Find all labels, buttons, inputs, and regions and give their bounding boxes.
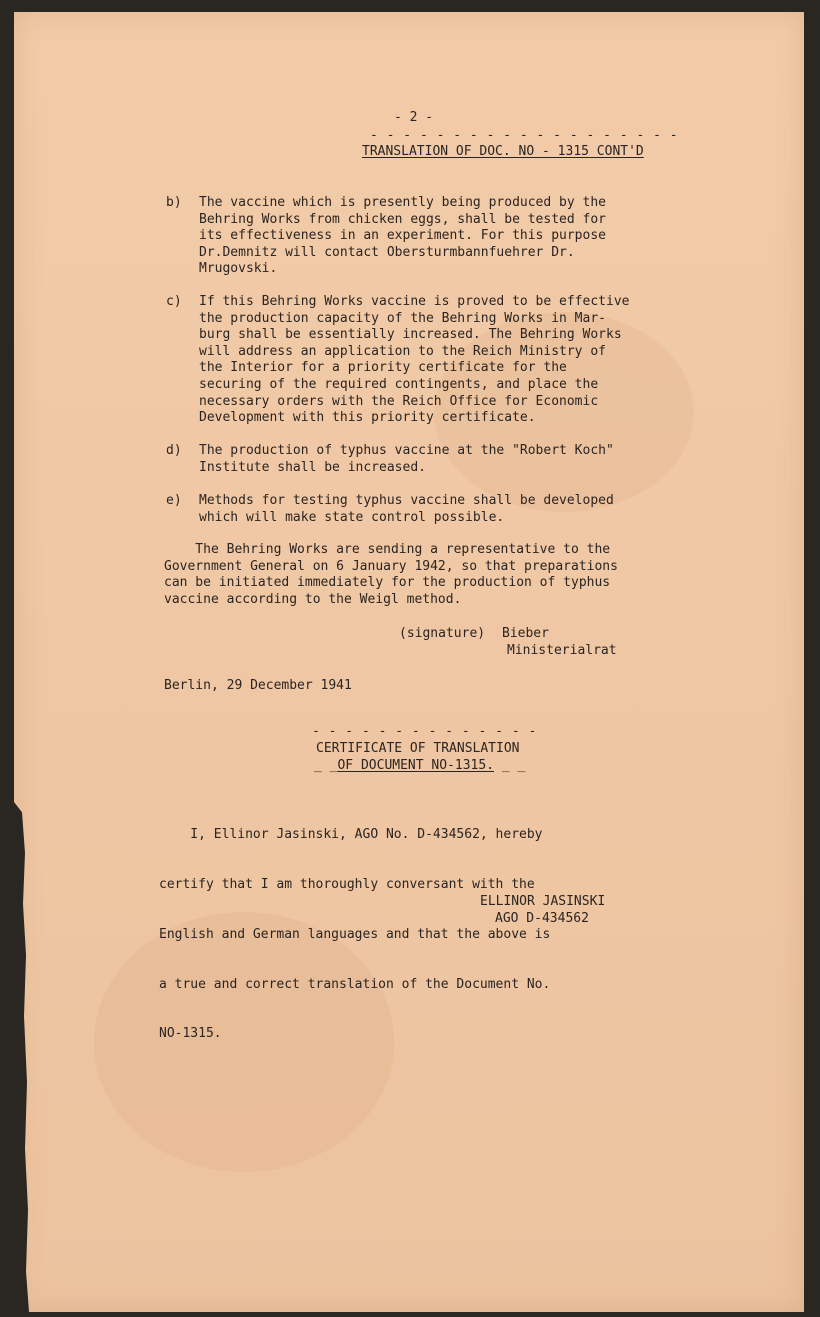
item-line: If this Behring Works vaccine is proved to be effective	[199, 294, 630, 309]
item-line: the Interior for a priority certificate for the	[199, 360, 567, 376]
torn-edge	[14, 802, 34, 1312]
certificate-line: NO-1315.	[159, 1026, 222, 1042]
closing-line: Government General on 6 January 1942, so that preparations	[164, 558, 618, 574]
item-marker: d)	[166, 443, 182, 458]
item-text	[199, 443, 679, 476]
item-line: which will make state control possible.	[199, 509, 505, 525]
certificate-heading: CERTIFICATE OF TRANSLATION	[316, 741, 520, 756]
certificate-line: I, Ellinor Jasinski, AGO No. D-434562, hereby	[159, 827, 543, 843]
item-line: securing of the required contingents, and place the	[199, 376, 599, 392]
item-line: will address an application to the Reich Ministry of	[199, 343, 606, 359]
translator-ago: AGO D-434562	[495, 911, 589, 926]
translator-name: ELLINOR JASINSKI	[480, 894, 606, 909]
item-marker: c)	[166, 294, 182, 309]
item-line: The vaccine which is presently being produced by the	[199, 195, 606, 210]
certificate-subheading	[314, 758, 525, 775]
item-line: Behring Works from chicken eggs, shall be tested for	[199, 211, 606, 227]
heading-dashes: - - - - - - - - - - - - - - - - - - -	[370, 128, 679, 143]
item-line: burg shall be essentially increased. The Behring Works	[199, 327, 622, 343]
item-line: Methods for testing typhus vaccine shall be developed	[199, 493, 614, 508]
document-page	[14, 12, 804, 1312]
item-line: Dr.Demnitz will contact Obersturmbannfuehrer Dr.	[199, 244, 575, 260]
closing-line: vaccine according to the Weigl method.	[164, 591, 462, 607]
signature-label: (signature)	[399, 626, 486, 641]
item-text	[199, 493, 679, 526]
item-line: its effectiveness in an experiment. For this purpose	[199, 228, 606, 244]
item-marker: e)	[166, 493, 182, 508]
certificate-line: English and German languages and that the above is	[159, 926, 551, 942]
certificate-dashes: - - - - - - - - - - - - - -	[312, 724, 537, 739]
item-marker: b)	[166, 195, 182, 210]
page-number: - 2 -	[394, 110, 434, 125]
signatory-title: Ministerialrat	[507, 643, 617, 658]
item-line: the production capacity of the Behring Works in Mar-	[199, 310, 606, 326]
item-text	[199, 294, 679, 427]
signatory-name: Bieber	[502, 626, 549, 641]
closing-paragraph	[164, 542, 684, 608]
item-line: necessary orders with the Reich Office for Economic	[199, 393, 599, 409]
dateline: Berlin, 29 December 1941	[164, 678, 352, 693]
certificate-subheading-text: OF DOCUMENT NO-1315.	[337, 758, 495, 773]
certificate-body	[159, 794, 550, 1076]
certificate-subheading-suffix: _ _	[494, 758, 526, 773]
item-line: The production of typhus vaccine at the "Robert Koch"	[199, 443, 614, 458]
item-line: Institute shall be increased.	[199, 459, 426, 475]
certificate-line: a true and correct translation of the Document No.	[159, 976, 551, 992]
item-line: Mrugovski.	[199, 261, 278, 277]
certificate-subheading-prefix: _ _	[314, 758, 338, 773]
closing-line: The Behring Works are sending a representative to the	[164, 542, 611, 557]
document-heading: TRANSLATION OF DOC. NO - 1315 CONT'D	[362, 144, 644, 159]
item-text	[199, 195, 679, 278]
closing-line: can be initiated immediately for the production of typhus	[164, 575, 611, 591]
certificate-line: certify that I am thoroughly conversant with the	[159, 876, 535, 892]
item-line: Development with this priority certificate.	[199, 410, 536, 426]
